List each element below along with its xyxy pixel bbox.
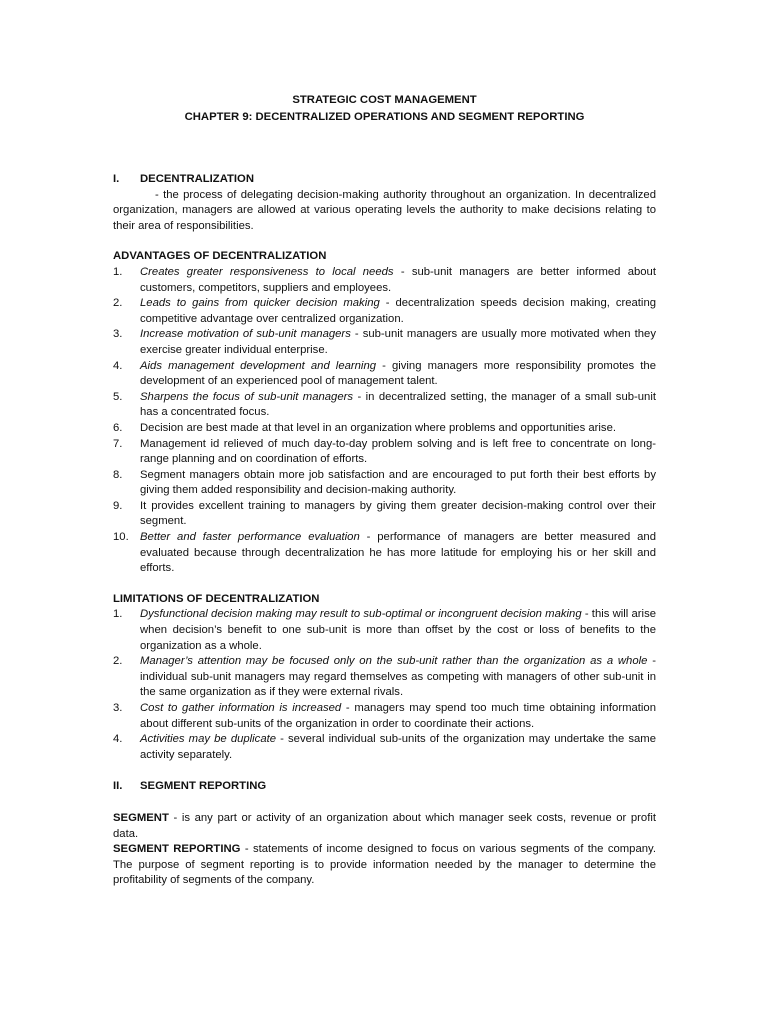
list-item-number: 7. — [113, 437, 123, 450]
list-item-body — [140, 468, 656, 499]
list-item-number: 5. — [113, 390, 123, 403]
list-item-number: 3. — [113, 702, 123, 714]
list-item-lead: Manager’s attention may be focused only on the sub-unit rather than the organization as a whole — [140, 655, 648, 668]
segment-definition-text: - is any part or activity of an organization about which manager seek costs, revenue or profit data. — [113, 811, 656, 840]
chapter-title: CHAPTER 9: DECENTRALIZED OPERATIONS AND SEGMENT REPORTING — [184, 111, 585, 123]
segment-reporting-definition-text: - statements of income designed to focus on various segments of the company. The purpose of segment reporting is to provide information needed by the manager to determine the profitability of segments of the company. — [113, 843, 656, 887]
list-item — [113, 607, 656, 654]
list-item-number: 10. — [113, 531, 129, 544]
list-item-body — [140, 654, 656, 701]
list-item-text: It provides excellent training to managers by giving them greater decision-making control over their segment. — [140, 499, 656, 528]
list-item-lead: Leads to gains from quicker decision making — [140, 297, 380, 310]
section-title: SEGMENT REPORTING — [140, 780, 267, 793]
list-item-lead: Sharpens the focus of sub-unit managers — [140, 390, 354, 403]
list-item — [113, 359, 656, 390]
list-item-lead: Increase motivation of sub-unit managers — [140, 328, 351, 341]
list-item-text: Decision are best made at that level in an organization where problems and opportunities arise. — [140, 421, 616, 434]
list-item — [113, 530, 656, 577]
list-item — [113, 654, 656, 701]
section-heading-decentralization — [113, 172, 656, 188]
list-item-text: - managers may spend too much time obtaining information about different sub-units of the organization in order to coordinate their actions. — [140, 702, 656, 730]
list-item-number: 3. — [113, 328, 123, 341]
list-item-lead: Creates greater responsiveness to local needs — [140, 265, 394, 278]
section-number: II. — [113, 780, 123, 793]
list-item-body — [140, 437, 656, 468]
limitations-heading: LIMITATIONS OF DECENTRALIZATION — [113, 592, 320, 605]
list-item-text: Segment managers obtain more job satisfaction and are encouraged to put forth their best efforts by giving them added responsibility and decision-making authority. — [140, 468, 656, 497]
list-item-number: 2. — [113, 297, 123, 310]
list-item-text: - several individual sub-units of the organization may undertake the same activity separately. — [140, 733, 656, 761]
list-item-body — [140, 265, 656, 296]
list-item-text: - in decentralized setting, the manager of a small sub-unit has a concentrated focus. — [140, 390, 656, 419]
list-item — [113, 499, 656, 530]
list-item-body — [140, 390, 656, 421]
segment-definition — [113, 811, 656, 842]
list-item-body — [140, 607, 656, 654]
section-title: DECENTRALIZATION — [140, 173, 255, 185]
list-item — [113, 296, 656, 327]
list-item-body — [140, 327, 656, 358]
list-item-body — [140, 296, 656, 327]
list-item-body — [140, 421, 656, 437]
list-item — [113, 421, 656, 437]
list-item — [113, 327, 656, 358]
list-item-number: 8. — [113, 468, 123, 481]
list-item-text: - performance of managers are better measured and evaluated because through decentralization he has more latitude for employing his or her skill and efforts. — [140, 531, 656, 575]
list-item-text: - sub-unit managers are usually more motivated when they exercise greater individual enterprise. — [140, 328, 656, 356]
list-item-body — [140, 359, 656, 390]
list-item-text: - this will arise when decision’s benefit to one sub-unit is more than offset by the cost or loss of benefits to the organization as a whole. — [140, 608, 657, 652]
list-item-lead: Cost to gather information is increased — [140, 702, 342, 714]
list-item — [113, 265, 656, 296]
list-item-text: - giving managers more responsibility promotes the development of an experienced pool of management talent. — [140, 359, 656, 388]
list-item-body — [140, 499, 656, 530]
segment-term: SEGMENT — [113, 811, 169, 824]
list-item-number: 1. — [113, 265, 123, 278]
list-item — [113, 390, 656, 421]
segment-reporting-term: SEGMENT REPORTING — [113, 843, 241, 856]
list-item-lead: Aids management development and learning — [140, 359, 377, 372]
list-item-number: 9. — [113, 499, 123, 512]
list-item-text: - individual sub-unit managers may regard themselves as competing with managers of other sub-unit in the same organization as if they were external rivals. — [140, 655, 656, 699]
list-item-body — [140, 530, 656, 577]
segment-reporting-definition — [113, 842, 656, 889]
list-item-text: - decentralization speeds decision making, creating competitive advantage over centralized organization. — [140, 297, 657, 325]
list-item-text: - sub-unit managers are better informed about customers, competitors, suppliers and employees. — [140, 265, 656, 294]
list-item-number: 4. — [113, 733, 123, 746]
limitations-list — [113, 607, 656, 763]
list-item-number: 2. — [113, 655, 123, 668]
document-title: STRATEGIC COST MANAGEMENT — [292, 94, 477, 106]
list-item-number: 1. — [113, 608, 123, 621]
list-item-lead: Activities may be duplicate — [140, 733, 277, 746]
list-item-number: 4. — [113, 359, 123, 372]
list-item-number: 6. — [113, 421, 123, 434]
list-item — [113, 701, 656, 732]
advantages-heading: ADVANTAGES OF DECENTRALIZATION — [113, 250, 327, 263]
list-item — [113, 468, 656, 499]
advantages-list — [113, 265, 656, 577]
list-item-lead: Dysfunctional decision making may result to sub-optimal or incongruent decision making — [140, 608, 582, 621]
list-item — [113, 437, 656, 468]
list-item-text: Management id relieved of much day-to-day problem solving and is left free to concentrate on long-range planning and on coordination of efforts. — [140, 437, 656, 466]
list-item-lead: Better and faster performance evaluation — [140, 531, 360, 544]
section-number: I. — [113, 173, 120, 185]
list-item-body — [140, 701, 656, 732]
list-item-body — [140, 732, 656, 763]
section-heading-segment-reporting — [113, 779, 656, 795]
list-item — [113, 732, 656, 763]
decentralization-definition: - the process of delegating decision-making authority throughout an organization. In decentralized organization, managers are allowed at various operating levels the authority to make decisions relating to their area of responsibilities. — [113, 188, 656, 232]
